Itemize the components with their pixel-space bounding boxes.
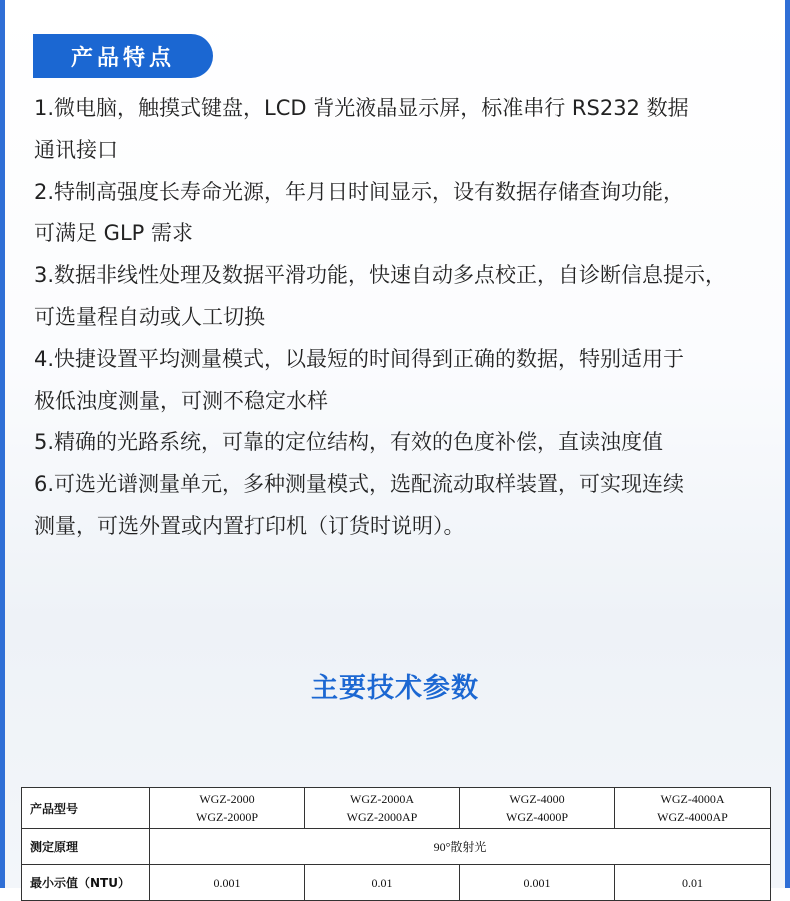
right-border: [785, 0, 790, 888]
model-name: WGZ-4000: [509, 792, 565, 806]
feature-line: 可满足 GLP 需求: [34, 221, 193, 246]
model-name: WGZ-4000P: [506, 810, 568, 824]
model-name: WGZ-2000: [199, 792, 255, 806]
min-value-cell: 0.01: [615, 865, 771, 901]
min-label-cell: 最小示值（NTU）: [22, 865, 150, 901]
feature-list: [34, 88, 774, 548]
model-name: WGZ-2000AP: [346, 810, 418, 824]
feature-line: 1.微电脑，触摸式键盘，LCD 背光液晶显示屏，标准串行 RS232 数据: [34, 96, 689, 120]
min-value-cell: 0.001: [460, 865, 615, 901]
model-cell: [305, 788, 460, 829]
model-name: WGZ-4000AP: [657, 810, 728, 824]
model-name: WGZ-4000A: [660, 792, 725, 806]
model-cell: [460, 788, 615, 829]
section-badge-features: 产品特点: [33, 34, 213, 78]
model-label-cell: 产品型号: [22, 788, 150, 829]
principle-label-cell: 测定原理: [22, 829, 150, 865]
spec-table: [21, 787, 771, 901]
principle-value-cell: 90°散射光: [150, 829, 771, 865]
feature-line: 可选量程自动或人工切换: [34, 304, 265, 329]
feature-line: 极低浊度测量，可测不稳定水样: [34, 388, 328, 413]
left-border: [0, 0, 5, 888]
feature-line: 2.特制高强度长寿命光源，年月日时间显示，设有数据存储查询功能，: [34, 179, 685, 204]
model-name: WGZ-2000A: [350, 792, 414, 806]
table-row: [22, 788, 771, 829]
model-name: WGZ-2000P: [196, 810, 258, 824]
params-heading: 主要技术参数: [311, 673, 479, 704]
feature-line: 测量，可选外置或内置打印机（订货时说明）。: [34, 513, 465, 538]
feature-line: 3.数据非线性处理及数据平滑功能，快速自动多点校正，自诊断信息提示，: [34, 263, 727, 288]
feature-line: 5.精确的光路系统，可靠的定位结构，有效的色度补偿，直读浊度值: [34, 430, 664, 455]
feature-line: 6.可选光谱测量单元，多种测量模式，选配流动取样装置，可实现连续: [34, 472, 685, 497]
model-cell: [150, 788, 305, 829]
feature-line: 4.快捷设置平均测量模式，以最短的时间得到正确的数据，特别适用于: [34, 346, 685, 371]
min-value-cell: 0.01: [305, 865, 460, 901]
table-row: [22, 829, 771, 865]
model-cell: [615, 788, 771, 829]
feature-line: 通讯接口: [34, 137, 118, 162]
min-value-cell: 0.001: [150, 865, 305, 901]
table-row: [22, 865, 771, 901]
